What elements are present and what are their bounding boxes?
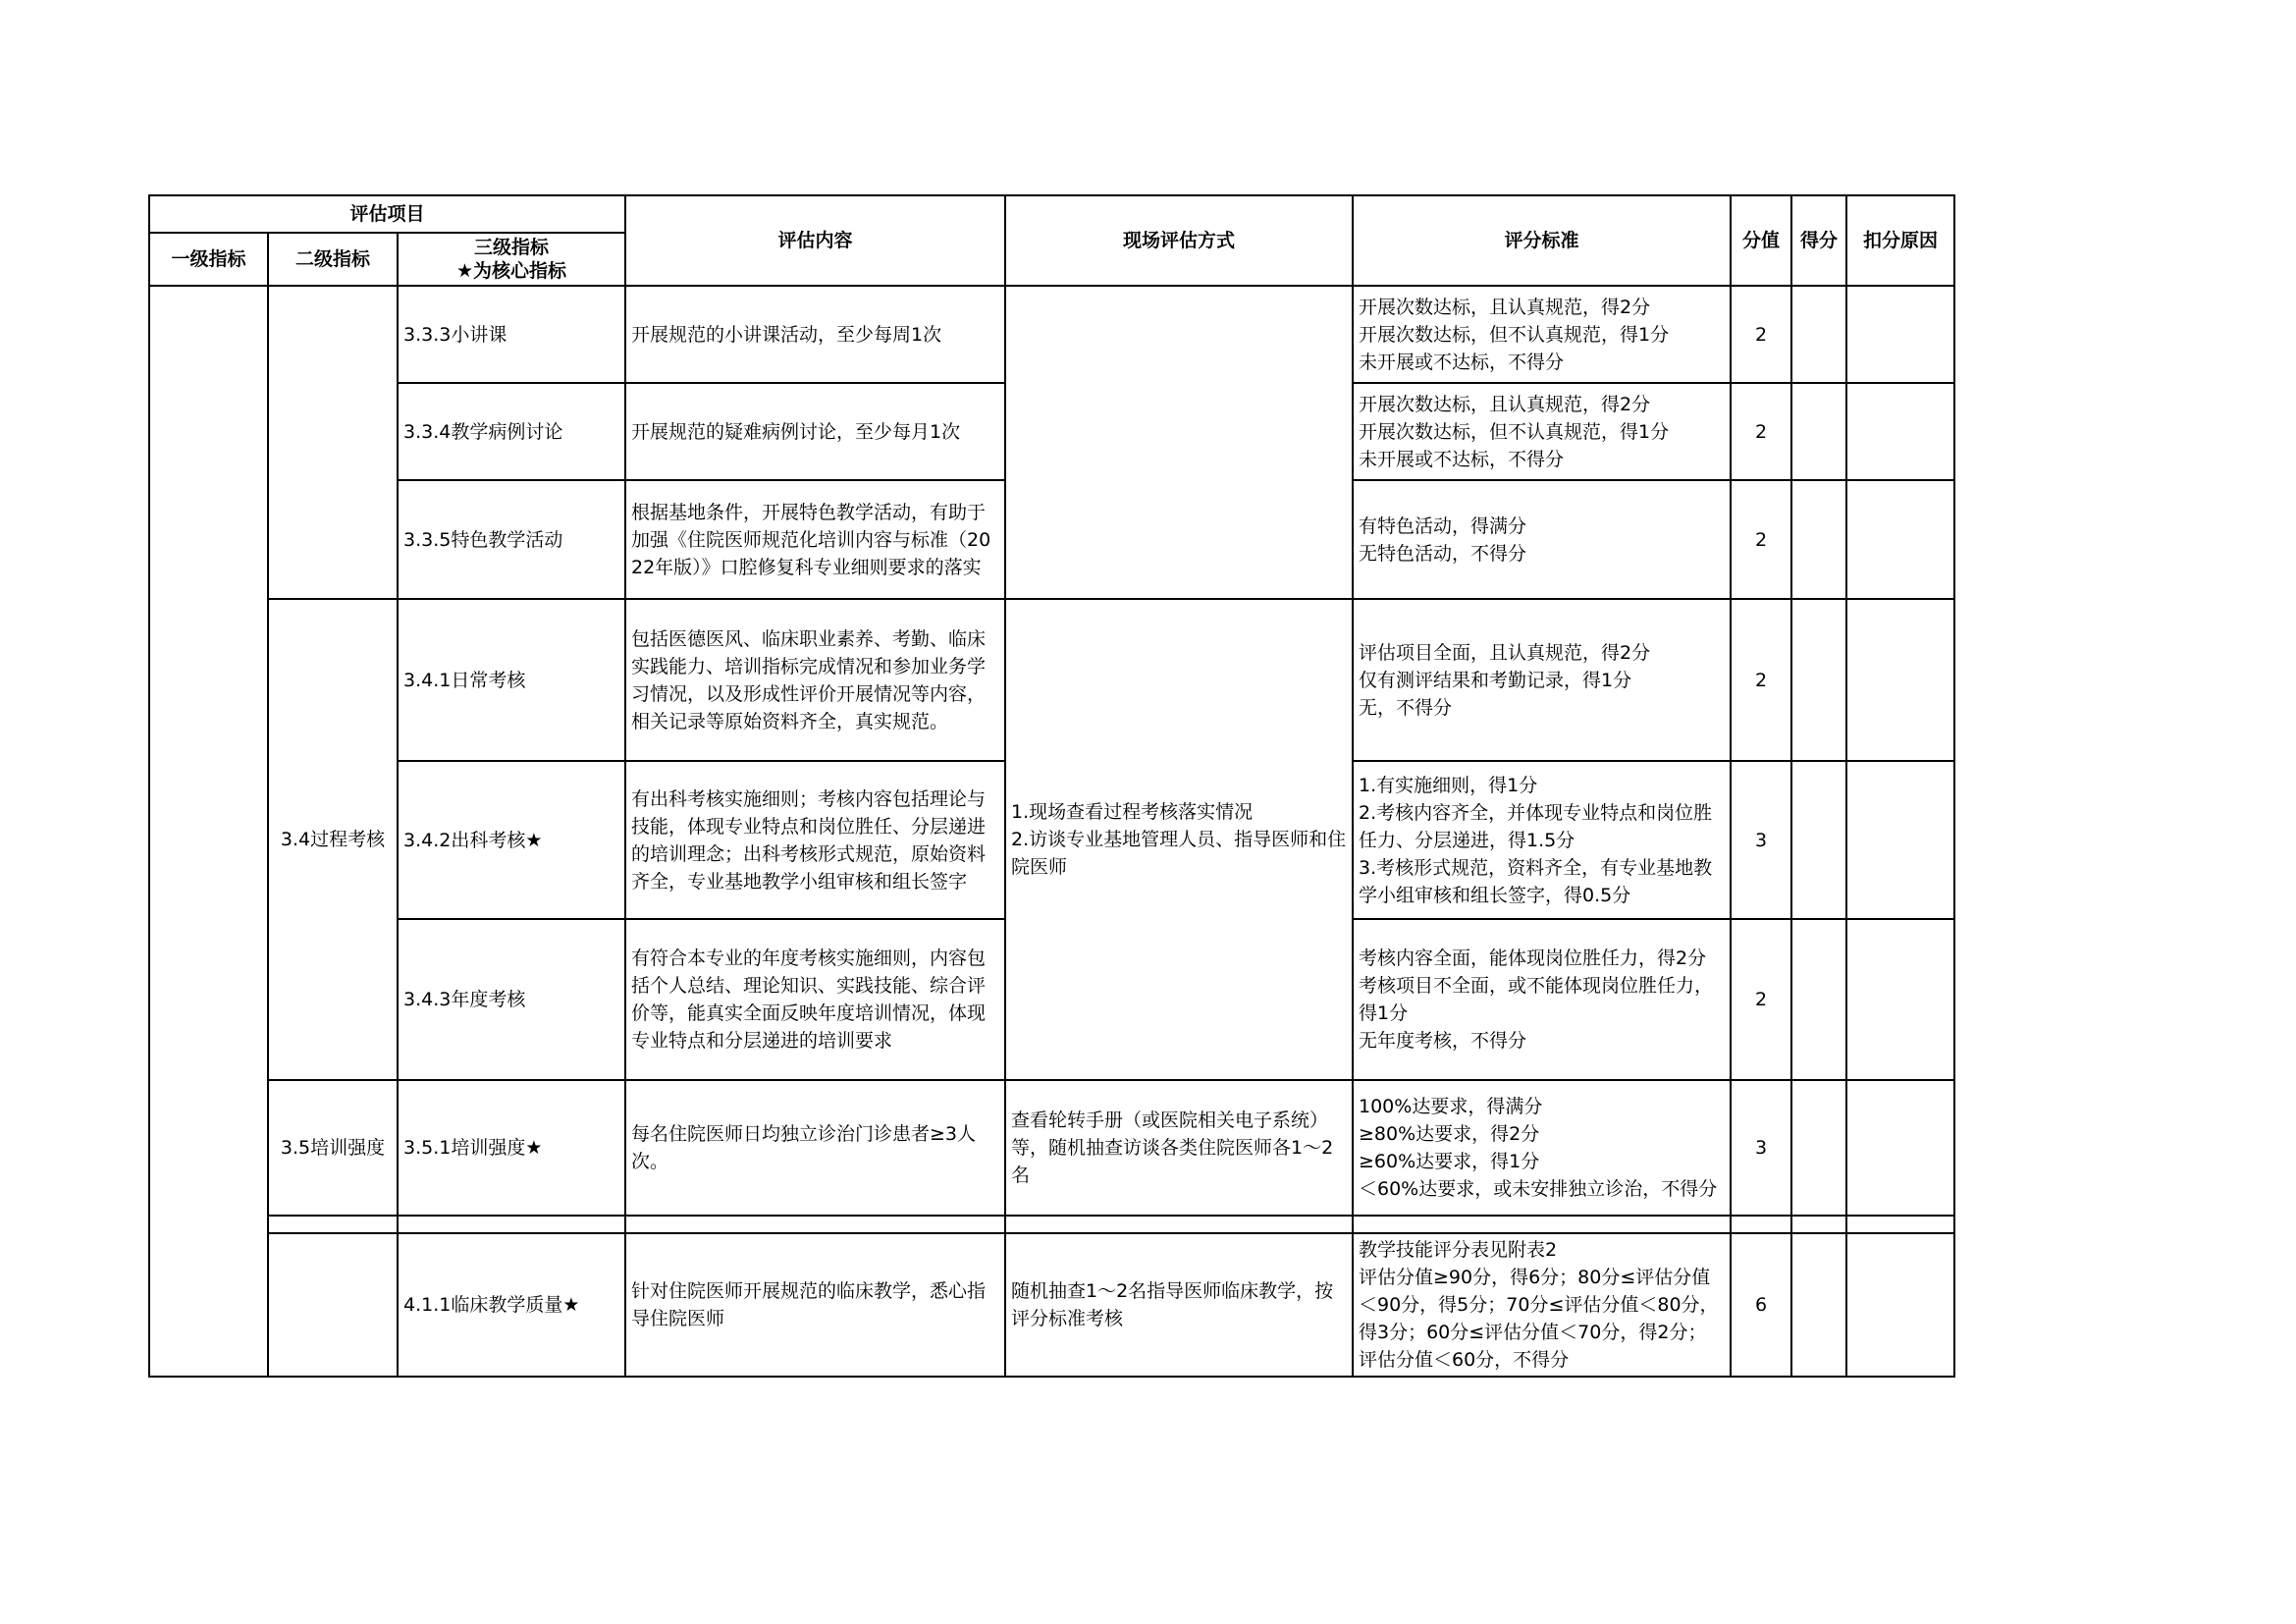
- standard-cell: 100%达要求，得满分 ≥80%达要求，得2分 ≥60%达要求，得1分 ＜60%达要求，或未安排独立诊治，不得分: [1353, 1080, 1731, 1216]
- content-cell: 根据基地条件，开展特色教学活动，有助于加强《住院医师规范化培训内容与标准（2022年版）》口腔修复科专业细则要求的落实: [625, 480, 1005, 599]
- spacer-cell: [268, 1216, 398, 1233]
- content-cell: 有出科考核实施细则；考核内容包括理论与技能，体现专业特点和岗位胜任、分层递进的培训理念；出科考核形式规范，原始资料齐全，专业基地教学小组审核和组长签字: [625, 761, 1005, 919]
- header-level3-note: ★为核心指标: [455, 260, 567, 282]
- header-got: 得分: [1791, 195, 1846, 286]
- content-cell: 有符合本专业的年度考核实施细则，内容包括个人总结、理论知识、实践技能、综合评价等，能真实全面反映年度培训情况，体现专业特点和分层递进的培训要求: [625, 919, 1005, 1080]
- level3-cell: 3.5.1培训强度★: [398, 1080, 625, 1216]
- header-level3: [398, 233, 625, 286]
- header-level3-label: 三级指标: [473, 237, 549, 258]
- level1-cell-3: [149, 286, 268, 1377]
- got-cell: [1791, 286, 1846, 383]
- level2-cell: 3.5培训强度: [268, 1080, 398, 1216]
- level3-cell: 3.3.5特色教学活动: [398, 480, 625, 599]
- score-cell: 6: [1731, 1233, 1791, 1377]
- level3-cell: 3.4.3年度考核: [398, 919, 625, 1080]
- reason-cell: [1846, 599, 1954, 761]
- header-content: 评估内容: [625, 195, 1005, 286]
- standard-cell: 开展次数达标，且认真规范，得2分 开展次数达标，但不认真规范，得1分 未开展或不达标，不得分: [1353, 383, 1731, 480]
- content-cell: 针对住院医师开展规范的临床教学，悉心指导住院医师: [625, 1233, 1005, 1377]
- header-score: 分值: [1731, 195, 1791, 286]
- level2-cell: 3.4过程考核: [268, 599, 398, 1080]
- reason-cell: [1846, 383, 1954, 480]
- reason-cell: [1846, 1080, 1954, 1216]
- content-cell: 开展规范的小讲课活动，至少每周1次: [625, 286, 1005, 383]
- score-cell: 2: [1731, 919, 1791, 1080]
- content-cell: 包括医德医风、临床职业素养、考勤、临床实践能力、培训指标完成情况和参加业务学习情况，以及形成性评价开展情况等内容，相关记录等原始资料齐全，真实规范。: [625, 599, 1005, 761]
- score-cell: 2: [1731, 286, 1791, 383]
- spacer-cell: [398, 1216, 625, 1233]
- spacer-cell: [1353, 1216, 1731, 1233]
- standard-cell: 1.有实施细则，得1分 2.考核内容齐全，并体现专业特点和岗位胜任力、分层递进，得1.5分 3.考核形式规范，资料齐全，有专业基地教学小组审核和组长签字，得0.5分: [1353, 761, 1731, 919]
- header-method: 现场评估方式: [1005, 195, 1353, 286]
- reason-cell: [1846, 919, 1954, 1080]
- got-cell: [1791, 1080, 1846, 1216]
- level3-cell: 3.3.4教学病例讨论: [398, 383, 625, 480]
- standard-cell: 评估项目全面，且认真规范，得2分 仅有测评结果和考勤记录，得1分 无，不得分: [1353, 599, 1731, 761]
- standard-cell: 教学技能评分表见附表2 评估分值≥90分，得6分；80分≤评估分值＜90分，得5分；70分≤评估分值＜80分，得3分；60分≤评估分值＜70分，得2分；评估分值＜60分，不得分: [1353, 1233, 1731, 1377]
- standard-cell: 开展次数达标，且认真规范，得2分 开展次数达标，但不认真规范，得1分 未开展或不达标，不得分: [1353, 286, 1731, 383]
- score-cell: 2: [1731, 599, 1791, 761]
- assessment-table: [148, 194, 1955, 1378]
- standard-cell: 有特色活动，得满分 无特色活动，不得分: [1353, 480, 1731, 599]
- level3-cell: 3.4.1日常考核: [398, 599, 625, 761]
- spacer-cell: [1005, 1216, 1353, 1233]
- level2-cell-3-3: [268, 286, 398, 599]
- got-cell: [1791, 1233, 1846, 1377]
- header-level2: 二级指标: [268, 233, 398, 286]
- reason-cell: [1846, 286, 1954, 383]
- got-cell: [1791, 383, 1846, 480]
- header-standard: 评分标准: [1353, 195, 1731, 286]
- score-cell: 2: [1731, 480, 1791, 599]
- level2-cell-4-1: [268, 1233, 398, 1377]
- spacer-cell: [1791, 1216, 1846, 1233]
- method-cell: 1.现场查看过程考核落实情况 2.访谈专业基地管理人员、指导医师和住院医师: [1005, 599, 1353, 1080]
- header-level1: 一级指标: [149, 233, 268, 286]
- got-cell: [1791, 761, 1846, 919]
- score-cell: 3: [1731, 1080, 1791, 1216]
- header-assessment-items: 评估项目: [149, 195, 625, 233]
- spacer-cell: [625, 1216, 1005, 1233]
- score-cell: 2: [1731, 383, 1791, 480]
- got-cell: [1791, 599, 1846, 761]
- got-cell: [1791, 480, 1846, 599]
- content-cell: 开展规范的疑难病例讨论，至少每月1次: [625, 383, 1005, 480]
- level3-cell: 3.4.2出科考核★: [398, 761, 625, 919]
- method-cell: 随机抽查1～2名指导医师临床教学，按评分标准考核: [1005, 1233, 1353, 1377]
- reason-cell: [1846, 1233, 1954, 1377]
- got-cell: [1791, 919, 1846, 1080]
- reason-cell: [1846, 480, 1954, 599]
- content-cell: 每名住院医师日均独立诊治门诊患者≥3人次。: [625, 1080, 1005, 1216]
- spacer-cell: [1731, 1216, 1791, 1233]
- reason-cell: [1846, 761, 1954, 919]
- method-cell: 查看轮转手册（或医院相关电子系统）等，随机抽查访谈各类住院医师各1～2名: [1005, 1080, 1353, 1216]
- header-reason: 扣分原因: [1846, 195, 1954, 286]
- standard-cell: 考核内容全面，能体现岗位胜任力，得2分 考核项目不全面，或不能体现岗位胜任力，得1分 无年度考核，不得分: [1353, 919, 1731, 1080]
- level3-cell: 3.3.3小讲课: [398, 286, 625, 383]
- method-cell-empty: [1005, 286, 1353, 599]
- spacer-cell: [1846, 1216, 1954, 1233]
- score-cell: 3: [1731, 761, 1791, 919]
- level3-cell: 4.1.1临床教学质量★: [398, 1233, 625, 1377]
